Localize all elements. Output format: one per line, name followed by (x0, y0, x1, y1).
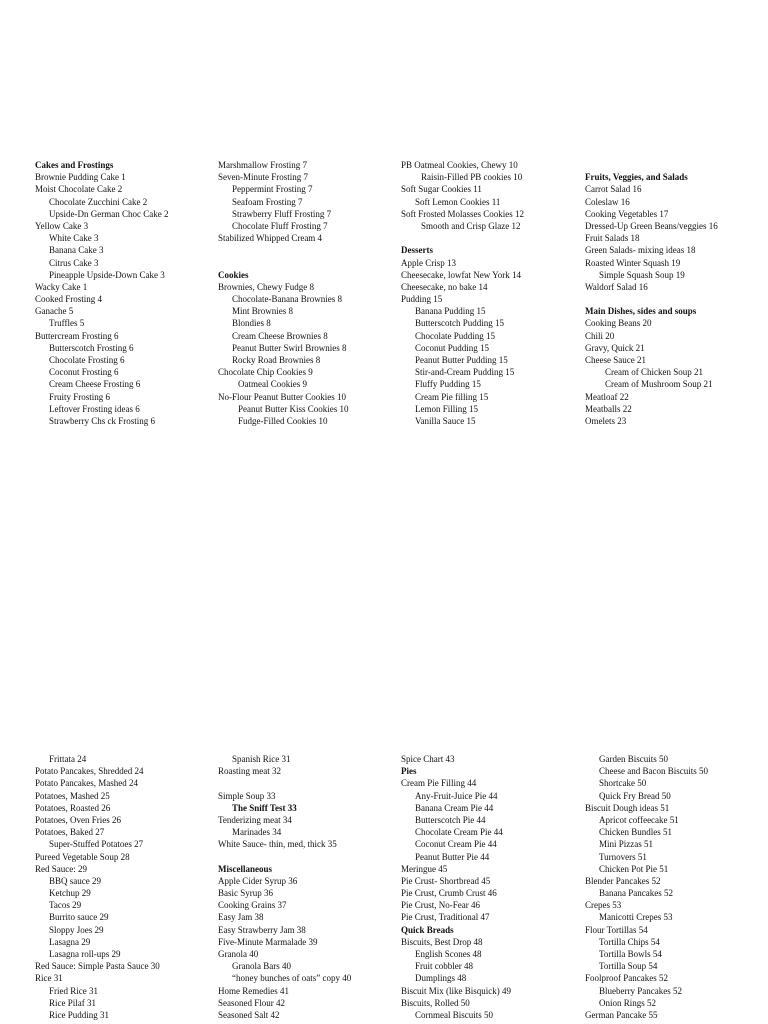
index-entry: Stabilized Whipped Cream 4 (218, 233, 323, 244)
blank-line (585, 159, 765, 171)
index-entry: Fruit Salads 18 (585, 233, 640, 244)
index-entry: Green Salads- mixing ideas 18 (585, 245, 696, 256)
index-entry: Tacos 29 (49, 900, 82, 911)
index-entry: Chocolate Chip Cookies 9 (218, 367, 313, 378)
index-entry: Cheese Sauce 21 (585, 355, 646, 365)
index-column-4 (585, 159, 765, 427)
index-entry: Biscuit Mix (like Bisquick) 49 (401, 985, 511, 996)
index-entry: Crepes 53 (585, 900, 622, 911)
index-entry: Soft Lemon Cookies 11 (415, 196, 501, 207)
index-entry: Easy Strawberry Jam 38 (218, 924, 306, 935)
index-entry: Lasagna 29 (49, 936, 91, 947)
index-entry: Apricot coffeecake 51 (599, 814, 679, 825)
index-entry: Vanilla Sauce 15 (415, 415, 476, 426)
index-entry: Foolproof Pancakes 52 (585, 973, 668, 984)
index-column-2 (218, 159, 398, 427)
section-heading: Cakes and Frostings (35, 160, 114, 170)
index-entry: Basic Syrup 36 (218, 888, 273, 899)
index-entry: Soft Sugar Cookies 11 (401, 184, 482, 195)
index-entry: Pie Crust, Crumb Crust 46 (401, 888, 497, 899)
index-entry: Ketchup 29 (49, 888, 91, 899)
section-heading: The Sniff Test 33 (232, 802, 297, 813)
blank-line (401, 232, 581, 244)
index-entry: Carrot Salad 16 (585, 184, 642, 195)
index-entry: Chocolate Pudding 15 (415, 330, 495, 341)
index-entry: Easy Jam 38 (218, 912, 264, 923)
index-entry: Seasoned Flour 42 (218, 997, 285, 1008)
index-entry: Chocolate-Banana Brownies 8 (232, 294, 342, 305)
index-entry: Stir-and-Cream Pudding 15 (415, 367, 515, 378)
index-entry: Coleslaw 16 (585, 196, 630, 207)
index-entry: Citrus Cake 3 (49, 257, 99, 268)
blank-line (218, 851, 398, 863)
index-entry: Garden Biscuits 50 (599, 754, 668, 764)
index-entry: Moist Chocolate Cake 2 (35, 184, 123, 195)
index-entry: Waldorf Salad 16 (585, 281, 648, 292)
section-heading: Desserts (401, 245, 433, 256)
section-heading: Fruits, Veggies, and Salads (585, 172, 688, 183)
blank-line (218, 244, 398, 256)
index-entry: German Pancake 55 (585, 1009, 658, 1020)
blank-line (218, 257, 398, 269)
index-entry: Pureed Vegetable Soup 28 (35, 851, 130, 862)
index-entry: Biscuits, Best Drop 48 (401, 936, 483, 947)
index-column-7 (401, 753, 581, 1021)
index-entry: Chocolate Fluff Frosting 7 (232, 220, 328, 231)
index-entry: Pudding 15 (401, 294, 443, 305)
index-entry: Meatloaf 22 (585, 391, 629, 402)
index-entry: Leftover Frosting ideas 6 (49, 403, 140, 414)
index-entry: Super-Stuffed Potatoes 27 (49, 839, 144, 850)
index-entry: Biscuit Dough ideas 51 (585, 802, 670, 813)
index-entry: Tortilla Chips 54 (599, 936, 660, 947)
index-entry: Meatballs 22 (585, 403, 632, 414)
index-entry: Upside-Dn German Choc Cake 2 (49, 208, 169, 219)
index-entry: Granola 40 (218, 949, 259, 959)
index-entry: Pie Crust, No-Fear 46 (401, 900, 480, 911)
index-entry: Cream Cheese Frosting 6 (49, 379, 141, 390)
index-entry: Banana Cream Pie 44 (415, 802, 494, 813)
index-column-8 (585, 753, 765, 1021)
index-entry: Cooking Grains 37 (218, 900, 287, 911)
index-entry: Tortilla Soup 54 (599, 961, 658, 972)
index-entry: Red Sauce: Simple Pasta Sauce 30 (35, 961, 160, 972)
index-entry: Burrito sauce 29 (49, 912, 109, 923)
index-entry: Omelets 23 (585, 415, 627, 426)
index-entry: Cream of Chicken Soup 21 (605, 367, 703, 378)
index-entry: Mini Pizzas 51 (599, 839, 653, 850)
index-entry: Chocolate Zucchini Cake 2 (49, 196, 148, 207)
index-entry: Butterscotch Frosting 6 (49, 342, 134, 353)
index-entry: Lasagna roll-ups 29 (49, 949, 121, 959)
index-entry: Cheesecake, lowfat New York 14 (401, 269, 521, 280)
section-heading: Main Dishes, sides and soups (585, 306, 697, 317)
index-entry: Pie Crust, Traditional 47 (401, 912, 490, 923)
index-entry: Butterscotch Pudding 15 (415, 318, 504, 329)
index-entry: Cream of Mushroom Soup 21 (605, 379, 713, 390)
index-entry: Fruit cobbler 48 (415, 961, 473, 972)
index-entry: Seasoned Salt 42 (218, 1009, 280, 1020)
index-entry: Smooth and Crisp Glaze 12 (421, 220, 521, 231)
index-entry: Tenderizing meat 34 (218, 814, 292, 825)
index-entry: Marshmallow Frosting 7 (218, 160, 307, 170)
index-entry: Rice Pudding 31 (49, 1009, 109, 1020)
index-entry: Raisin-Filled PB cookies 10 (421, 172, 523, 183)
index-entry: Flour Tortillas 54 (585, 924, 648, 935)
index-entry: Fudge-Filled Cookies 10 (238, 415, 328, 426)
index-entry: Home Remedies 41 (218, 985, 289, 996)
index-entry: Cream Pie Filling 44 (401, 778, 477, 789)
index-entry: Potatoes, Baked 27 (35, 827, 105, 838)
index-entry: Coconut Cream Pie 44 (415, 839, 497, 850)
index-entry: Lemon Filling 15 (415, 403, 478, 414)
index-entry: Tortilla Bowls 54 (599, 949, 662, 959)
index-entry: Roasted Winter Squash 19 (585, 257, 681, 268)
index-entry: Rice Pilaf 31 (49, 997, 96, 1008)
index-entry: Cream Cheese Brownies 8 (232, 330, 328, 341)
index-entry: Cheese and Bacon Biscuits 50 (599, 766, 708, 777)
index-entry: Spice Chart 43 (401, 754, 455, 764)
index-entry: Blender Pancakes 52 (585, 875, 661, 886)
section-heading: Cookies (218, 269, 249, 280)
index-entry: Mint Brownies 8 (232, 306, 294, 317)
index-entry: Biscuits, Rolled 50 (401, 997, 470, 1008)
index-entry: “honey bunches of oats” copy 40 (232, 973, 352, 984)
index-entry: Chocolate Frosting 6 (49, 355, 125, 365)
index-entry: Pie Crust- Shortbread 45 (401, 875, 491, 886)
index-entry: Shortcake 50 (599, 778, 647, 789)
section-heading: Pies (401, 766, 417, 777)
index-entry: Sloppy Joes 29 (49, 924, 104, 935)
index-entry: Granola Bars 40 (232, 961, 291, 972)
index-entry: Manicotti Crepes 53 (599, 912, 673, 923)
index-entry: Marinades 34 (232, 827, 282, 838)
index-entry: Cooking Vegetables 17 (585, 208, 669, 219)
index-entry: Banana Pudding 15 (415, 306, 486, 317)
index-entry: Peanut Butter Pie 44 (415, 851, 490, 862)
index-entry: Spanish Rice 31 (232, 754, 291, 764)
index-entry: Cooking Beans 20 (585, 318, 652, 329)
index-entry: Apple Cider Syrup 36 (218, 875, 298, 886)
index-entry: Red Sauce: 29 (35, 863, 87, 874)
index-entry: No-Flour Peanut Butter Cookies 10 (218, 391, 346, 402)
index-entry: Simple Squash Soup 19 (599, 269, 685, 280)
index-entry: Blueberry Pancakes 52 (599, 985, 682, 996)
index-entry: Buttercream Frosting 6 (35, 330, 119, 341)
index-entry: Peanut Butter Kiss Cookies 10 (238, 403, 349, 414)
index-entry: White Sauce- thin, med, thick 35 (218, 839, 337, 850)
index-entry: Peppermint Frosting 7 (232, 184, 313, 195)
index-entry: Pineapple Upside-Down Cake 3 (49, 269, 165, 280)
index-entry: Rocky Road Brownies 8 (232, 355, 321, 365)
index-entry: Brownies, Chewy Fudge 8 (218, 281, 314, 292)
index-entry: Turnovers 51 (599, 851, 647, 862)
index-entry: Dressed-Up Green Beans/veggies 16 (585, 220, 718, 231)
index-entry: Peanut Butter Swirl Brownies 8 (232, 342, 347, 353)
index-entry: Quick Fry Bread 50 (599, 790, 671, 801)
index-entry: Cream Pie filling 15 (415, 391, 489, 402)
index-entry: Potato Pancakes, Mashed 24 (35, 778, 138, 789)
index-column-6 (218, 753, 398, 1021)
index-entry: Fluffy Pudding 15 (415, 379, 481, 390)
index-entry: Rice 31 (35, 973, 63, 984)
index-entry: Coconut Pudding 15 (415, 342, 490, 353)
index-entry: Coconut Frosting 6 (49, 367, 119, 378)
index-column-5 (35, 753, 215, 1021)
index-entry: BBQ sauce 29 (49, 875, 101, 886)
index-entry: Onion Rings 52 (599, 997, 657, 1008)
blank-line (218, 777, 398, 789)
index-entry: Butterscotch Pie 44 (415, 814, 486, 825)
index-entry: Potatoes, Oven Fries 26 (35, 814, 121, 825)
index-entry: Strawberry Chs ck Frosting 6 (49, 415, 155, 426)
index-entry: Potatoes, Roasted 26 (35, 802, 111, 813)
index-entry: Meringue 45 (401, 863, 448, 874)
index-entry: Blondies 8 (232, 318, 271, 329)
index-entry: Dumplings 48 (415, 973, 467, 984)
index-entry: Wacky Cake 1 (35, 281, 88, 292)
index-entry: Ganache 5 (35, 306, 74, 317)
index-entry: Fruity Frosting 6 (49, 391, 111, 402)
index-entry: Cooked Frosting 4 (35, 294, 103, 305)
index-entry: Truffles 5 (49, 318, 85, 329)
index-entry: Chocolate Cream Pie 44 (415, 827, 503, 838)
index-entry: Roasting meat 32 (218, 766, 281, 777)
index-entry: Cornmeal Biscuits 50 (415, 1009, 493, 1020)
index-entry: Oatmeal Cookies 9 (238, 379, 307, 390)
index-entry: Seafoam Frosting 7 (232, 196, 303, 207)
index-entry: Strawberry Fluff Frosting 7 (232, 208, 332, 219)
index-entry: Banana Cake 3 (49, 245, 104, 256)
index-entry: English Scones 48 (415, 949, 482, 959)
index-entry: Frittata 24 (49, 754, 87, 764)
index-entry: White Cake 3 (49, 233, 99, 244)
index-entry: Peanut Butter Pudding 15 (415, 355, 508, 365)
index-entry: Brownie Pudding Cake 1 (35, 172, 126, 183)
index-entry: Five-Minute Marmalade 39 (218, 936, 318, 947)
index-column-3 (401, 159, 581, 427)
section-heading: Miscellaneous (218, 863, 272, 874)
index-entry: Chili 20 (585, 330, 615, 341)
index-entry: Chicken Bundles 51 (599, 827, 672, 838)
index-entry: Soft Frosted Molasses Cookies 12 (401, 208, 525, 219)
index-entry: Banana Pancakes 52 (599, 888, 673, 899)
index-entry: Seven-Minute Frosting 7 (218, 172, 308, 183)
index-entry: Potato Pancakes, Shredded 24 (35, 766, 144, 777)
index-column-1 (35, 159, 215, 427)
blank-line (585, 293, 765, 305)
section-heading: Quick Breads (401, 924, 454, 935)
index-entry: Chicken Pot Pie 51 (599, 863, 669, 874)
index-entry: Yellow Cake 3 (35, 220, 89, 231)
index-entry: Apple Crisp 13 (401, 257, 456, 268)
index-entry: Fried Rice 31 (49, 985, 98, 996)
index-entry: Cheesecake, no bake 14 (401, 281, 488, 292)
index-entry: PB Oatmeal Cookies, Chewy 10 (401, 160, 518, 170)
index-entry: Potatoes, Mashed 25 (35, 790, 110, 801)
index-entry: Simple Soup 33 (218, 790, 276, 801)
index-entry: Any-Fruit-Juice Pie 44 (415, 790, 498, 801)
index-entry: Gravy, Quick 21 (585, 342, 645, 353)
